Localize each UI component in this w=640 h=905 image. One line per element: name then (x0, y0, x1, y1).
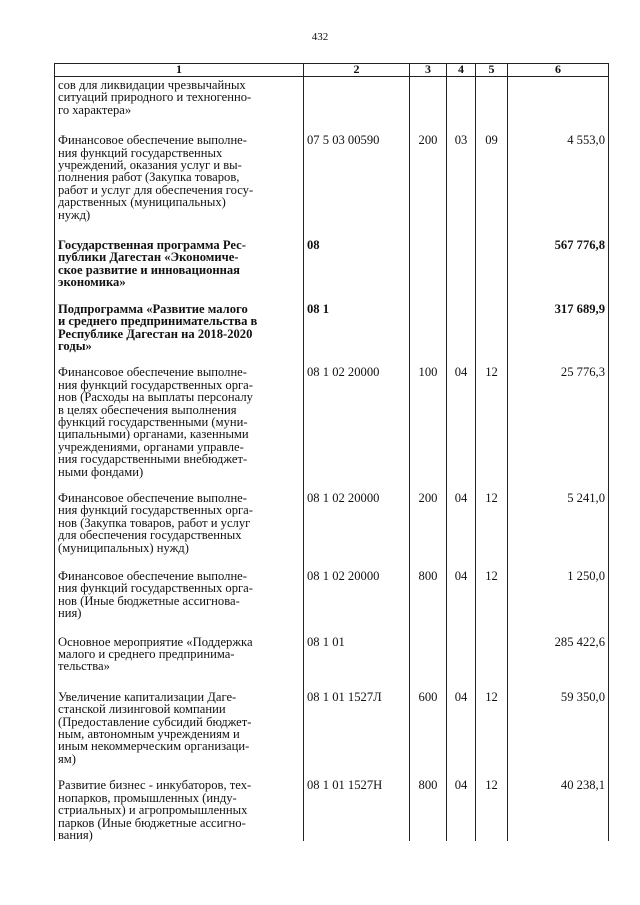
cell-text: 08 (307, 238, 320, 253)
cell-text: Финансовое обеспечение выполне- ния функций государственных орга- нов (Закупка товаров, работ и услуг для обеспечения государственных (муниципальных) нужд) (58, 490, 253, 555)
table-row (55, 691, 609, 779)
table-row (55, 636, 609, 691)
row-vr-cell (410, 366, 447, 492)
cell-text: 12 (485, 490, 498, 505)
column-header: 3 (410, 64, 447, 77)
row-vr-cell (410, 779, 447, 841)
cell-text: 03 (454, 133, 468, 148)
row-name-cell (55, 239, 304, 303)
row-pr-cell (476, 570, 508, 636)
row-pr-cell (476, 691, 508, 779)
cell-text: 12 (485, 689, 498, 704)
row-pr-cell (476, 636, 508, 691)
row-name-cell (55, 691, 304, 779)
table-row (55, 134, 609, 239)
table-row (55, 77, 609, 135)
column-header: 6 (508, 64, 609, 77)
cell-text: 08 1 01 1527Н (307, 778, 383, 793)
cell-text: 567 776,8 (554, 238, 605, 253)
row-vr-cell (410, 77, 447, 135)
table-row (55, 239, 609, 303)
row-vr-cell (410, 636, 447, 691)
row-name-cell (55, 366, 304, 492)
table-body (55, 77, 609, 842)
row-code-cell (304, 691, 410, 779)
row-code-cell (304, 239, 410, 303)
row-code-cell (304, 570, 410, 636)
row-rz-cell (447, 303, 476, 367)
row-code-cell (304, 77, 410, 135)
row-pr-cell (476, 134, 508, 239)
cell-text: 100 (418, 365, 438, 380)
cell-text: 600 (418, 689, 438, 704)
row-sum-cell (508, 779, 609, 841)
column-header: 4 (447, 64, 476, 77)
row-name-cell (55, 636, 304, 691)
cell-text: 04 (454, 365, 468, 380)
row-pr-cell (476, 239, 508, 303)
cell-text: 12 (485, 365, 498, 380)
row-code-cell (304, 134, 410, 239)
cell-text: Финансовое обеспечение выполне- ния функций государственных орга- нов (Расходы на выплаты персоналу в целях обеспечения выполнения функций государственными (муни- ципальными) органами, казенными учреждениями, органами управле- ния государственными внебюджет- ными фондами) (58, 365, 253, 479)
row-sum-cell (508, 134, 609, 239)
row-code-cell (304, 492, 410, 570)
row-rz-cell (447, 77, 476, 135)
cell-text: 1 250,0 (567, 569, 605, 583)
row-vr-cell (410, 239, 447, 303)
cell-text: 800 (418, 569, 438, 583)
cell-text: 285 422,6 (554, 634, 605, 649)
column-header: 5 (476, 64, 508, 77)
row-pr-cell (476, 303, 508, 367)
table-row (55, 303, 609, 367)
row-name-cell (55, 303, 304, 367)
column-header: 1 (55, 64, 304, 77)
row-name-cell (55, 492, 304, 570)
cell-text: Подпрограмма «Развитие малого и среднего предпринимательства в Республике Дагестан на 2018-2020 годы» (58, 301, 258, 353)
cell-text: 200 (418, 490, 438, 505)
row-vr-cell (410, 134, 447, 239)
cell-text: 08 1 02 20000 (307, 490, 380, 505)
cell-text: Развитие бизнес - инкубаторов, тех- нопарков, промышленных (инду- стриальных) и агропромышленных парков (Иные бюджетные ассигно- вания) (58, 778, 252, 842)
row-sum-cell (508, 77, 609, 135)
budget-table (54, 63, 609, 841)
row-rz-cell (447, 492, 476, 570)
row-name-cell (55, 77, 304, 135)
table-row (55, 366, 609, 492)
row-rz-cell (447, 636, 476, 691)
table-header-row (55, 64, 609, 77)
cell-text: 08 1 02 20000 (307, 569, 380, 583)
table-row (55, 779, 609, 841)
cell-text: 04 (454, 778, 468, 793)
cell-text: 08 1 01 (307, 634, 345, 649)
cell-text: 07 5 03 00590 (307, 133, 380, 148)
row-name-cell (55, 570, 304, 636)
row-rz-cell (447, 134, 476, 239)
cell-text: Финансовое обеспечение выполне- ния функций государственных учреждений, оказания услуг и вы- полнения работ (Закупка товаров, работ и услуг для обеспечения госу- дарственных (муниципальных) нужд) (58, 133, 254, 222)
cell-text: Основное мероприятие «Поддержка малого и среднего предпринима- тельства» (58, 634, 253, 674)
page-number: 432 (311, 31, 329, 43)
cell-text: 09 (485, 133, 498, 148)
cell-text: 08 1 02 20000 (307, 365, 380, 380)
cell-text: 59 350,0 (560, 689, 605, 704)
row-pr-cell (476, 779, 508, 841)
cell-text: 200 (418, 133, 438, 148)
cell-text: 04 (454, 490, 468, 505)
row-vr-cell (410, 492, 447, 570)
row-vr-cell (410, 570, 447, 636)
cell-text: Финансовое обеспечение выполне- ния функций государственных орга- нов (Иные бюджетные ассигнова- ния) (58, 569, 253, 621)
cell-text: 08 1 (307, 301, 330, 316)
cell-text: 25 776,3 (560, 365, 605, 380)
row-rz-cell (447, 570, 476, 636)
table-row (55, 570, 609, 636)
cell-text: 317 689,9 (554, 301, 605, 316)
cell-text: 5 241,0 (567, 490, 605, 505)
cell-text: 08 1 01 1527Л (307, 689, 382, 704)
row-sum-cell (508, 691, 609, 779)
row-rz-cell (447, 779, 476, 841)
row-name-cell (55, 779, 304, 841)
cell-text: Государственная программа Рес- публики Дагестан «Экономиче- ское развитие и инновационная экономика» (58, 238, 246, 290)
row-sum-cell (508, 239, 609, 303)
row-rz-cell (447, 691, 476, 779)
cell-text: 40 238,1 (560, 778, 605, 793)
row-code-cell (304, 636, 410, 691)
cell-text: 04 (454, 569, 468, 583)
row-sum-cell (508, 492, 609, 570)
row-pr-cell (476, 366, 508, 492)
table-row (55, 492, 609, 570)
cell-text: 12 (485, 778, 498, 793)
row-sum-cell (508, 570, 609, 636)
row-sum-cell (508, 303, 609, 367)
column-header: 2 (304, 64, 410, 77)
row-sum-cell (508, 636, 609, 691)
row-vr-cell (410, 691, 447, 779)
cell-text: Увеличение капитализации Даге- станской лизинговой компании (Предоставление субсидий бюджет- ным, автономным учреждениям и иным некоммерческим организаци- ям) (58, 689, 252, 766)
row-code-cell (304, 303, 410, 367)
row-pr-cell (476, 492, 508, 570)
row-rz-cell (447, 239, 476, 303)
cell-text: 04 (454, 689, 468, 704)
row-rz-cell (447, 366, 476, 492)
row-sum-cell (508, 366, 609, 492)
row-code-cell (304, 366, 410, 492)
cell-text: 4 553,0 (567, 133, 605, 148)
cell-text: сов для ликвидации чрезвычайных ситуаций природного и техногенно- го характера» (58, 78, 252, 117)
cell-text: 800 (418, 778, 438, 793)
row-pr-cell (476, 77, 508, 135)
row-vr-cell (410, 303, 447, 367)
row-name-cell (55, 134, 304, 239)
cell-text: 12 (485, 569, 498, 583)
row-code-cell (304, 779, 410, 841)
